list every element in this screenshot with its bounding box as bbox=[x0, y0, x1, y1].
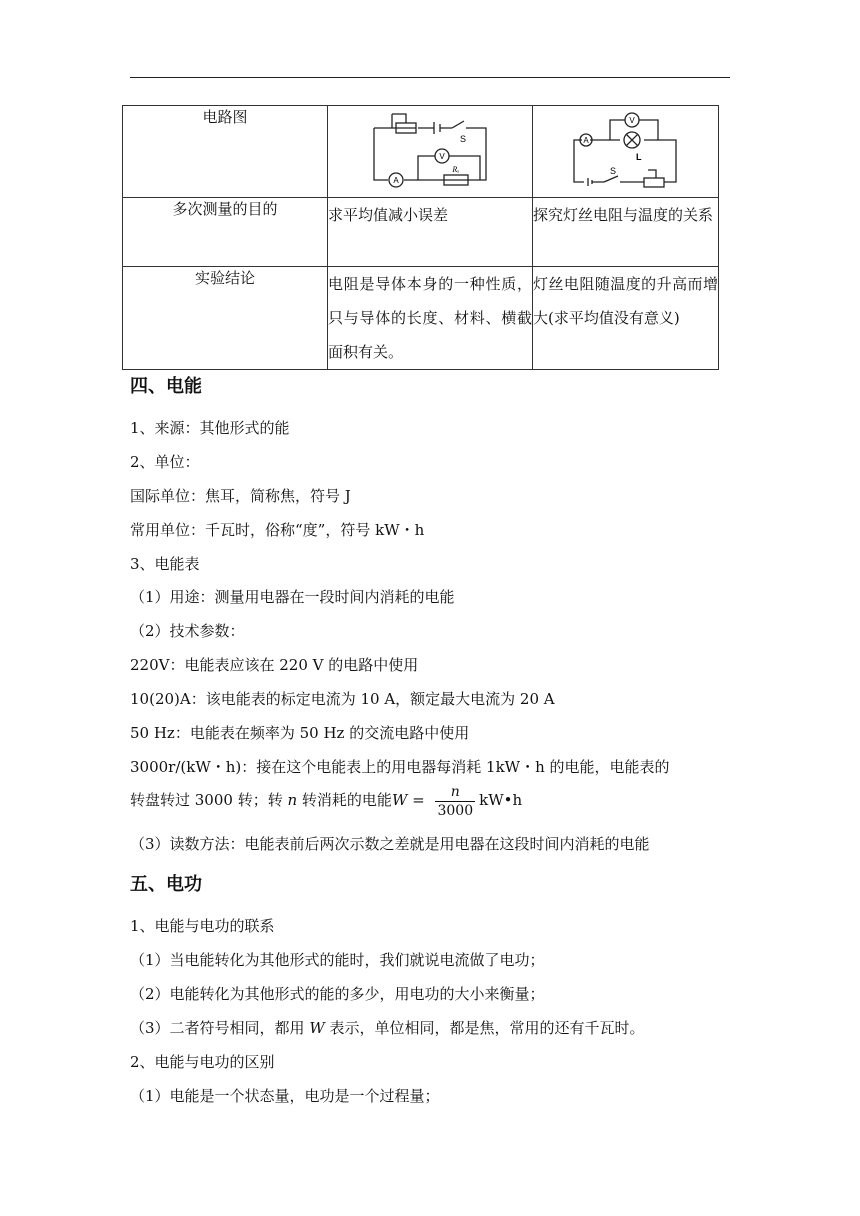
equals-sign: = bbox=[407, 791, 430, 809]
switch-label: S bbox=[460, 134, 467, 144]
text-line: （3）读数方法：电能表前后两次示数之差就是用电器在这段时间内消耗的电能 bbox=[130, 835, 650, 853]
row-label bbox=[123, 267, 328, 370]
comparison-table bbox=[122, 105, 719, 370]
switch-label: S bbox=[609, 166, 616, 176]
text-line: （2）电能转化为其他形式的能的多少，用电功的大小来衡量； bbox=[130, 985, 545, 1003]
table-row bbox=[123, 267, 719, 370]
fraction-denominator: 3000 bbox=[437, 802, 474, 819]
text-line: 3、电能表 bbox=[130, 555, 200, 573]
circuit-diagram-resistance bbox=[368, 108, 492, 194]
formula-mid: 转消耗的电能 bbox=[297, 791, 392, 809]
fraction-numerator: n bbox=[450, 783, 460, 800]
text-line: 常用单位：千瓦时，俗称“度”，符号 kW・h bbox=[130, 521, 425, 539]
text-line: （2）技术参数： bbox=[130, 622, 245, 640]
table-cell: 探究灯丝电阻与温度的关系 bbox=[533, 198, 719, 267]
row-label-text: 实验结论 bbox=[194, 269, 255, 287]
text-line: 2、单位： bbox=[130, 453, 200, 471]
section-heading-electric-work: 五、电功 bbox=[130, 874, 202, 895]
text-line: 2、电能与电功的区别 bbox=[130, 1053, 275, 1071]
resistor-label: Rₓ bbox=[452, 165, 460, 174]
header-rule bbox=[130, 77, 730, 78]
variable-w: W bbox=[309, 1019, 325, 1037]
circuit-diagram-lamp bbox=[564, 108, 688, 194]
text-line: 10(20)A：该电能表的标定电流为 10 A，额定最大电流为 20 A bbox=[130, 690, 555, 708]
row-label-text: 多次测量的目的 bbox=[172, 200, 278, 218]
variable-w: W bbox=[391, 791, 408, 809]
table-cell: 求平均值减小误差 bbox=[328, 198, 533, 267]
voltmeter-label: V bbox=[439, 152, 445, 161]
unit-kwh: kW•h bbox=[479, 791, 523, 809]
lamp-label: L bbox=[635, 152, 641, 162]
row-label bbox=[123, 198, 328, 267]
text-line: 50 Hz：电能表在频率为 50 Hz 的交流电路中使用 bbox=[130, 724, 470, 742]
text-line bbox=[130, 1017, 645, 1039]
variable-n: n bbox=[287, 791, 298, 809]
text-line: 220V：电能表应该在 220 V 的电路中使用 bbox=[130, 656, 419, 674]
section-heading-electric-energy: 四、电能 bbox=[130, 376, 202, 397]
formula-line bbox=[130, 780, 522, 820]
text-line: （1）当电能转化为其他形式的能时，我们就说电流做了电功； bbox=[130, 951, 545, 969]
text-line: 1、来源：其他形式的能 bbox=[130, 419, 290, 437]
circuit-diagram-cell bbox=[328, 106, 533, 198]
voltmeter-label: V bbox=[628, 116, 635, 125]
circuit-diagram-cell bbox=[533, 106, 719, 198]
row-label-text: 电路图 bbox=[202, 108, 248, 126]
table-row bbox=[123, 106, 719, 198]
ammeter-label: A bbox=[393, 176, 399, 185]
formula-prefix: 转盘转过 3000 转；转 bbox=[130, 791, 288, 809]
text-line: （1）电能是一个状态量，电功是一个过程量； bbox=[130, 1087, 440, 1105]
text-segment: 表示，单位相同，都是焦，常用的还有千瓦时。 bbox=[324, 1019, 645, 1037]
table-cell: 电阻是导体本身的一种性质，只与导体的长度、材料、横截面积有关。 bbox=[328, 267, 533, 370]
text-line: （1）用途：测量用电器在一段时间内消耗的电能 bbox=[130, 588, 455, 606]
table-row bbox=[123, 198, 719, 267]
text-line: 3000r/(kW・h)：接在这个电能表上的用电器每消耗 1kW・h 的电能，电能表的 bbox=[130, 758, 670, 776]
ammeter-label: A bbox=[582, 136, 589, 145]
text-line: 国际单位：焦耳，简称焦，符号 J bbox=[130, 487, 351, 505]
row-label bbox=[123, 106, 328, 198]
fraction bbox=[435, 783, 475, 820]
table-cell: 灯丝电阻随温度的升高而增大(求平均值没有意义) bbox=[533, 267, 719, 370]
text-segment: （3）二者符号相同，都用 bbox=[130, 1019, 310, 1037]
text-line: 1、电能与电功的联系 bbox=[130, 917, 275, 935]
